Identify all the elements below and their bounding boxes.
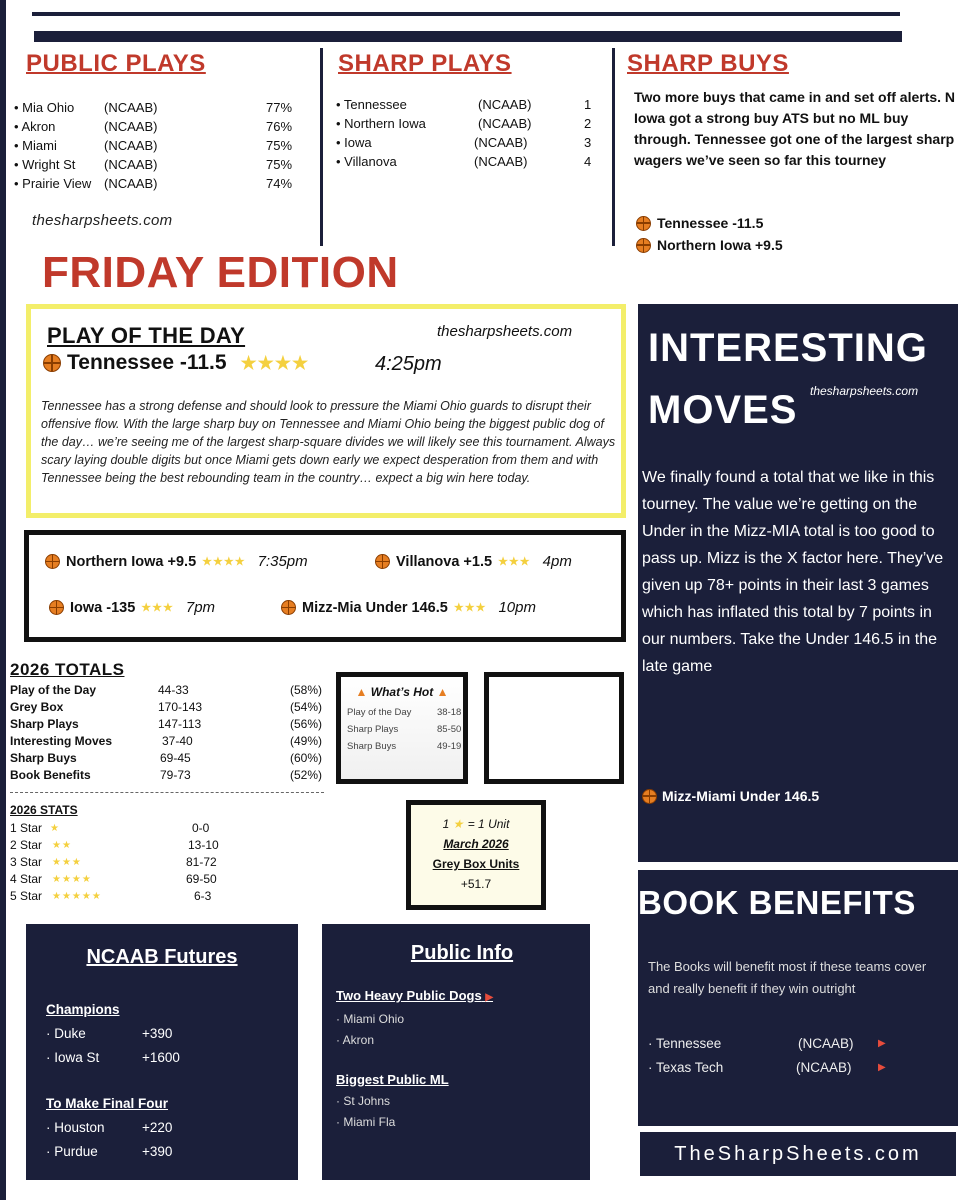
pick-item: Iowa -135 ★★★ 7pm — [49, 599, 215, 616]
sharp-buys-title: SHARP BUYS — [627, 50, 789, 77]
basketball-icon — [43, 354, 61, 372]
list-item: • Mia Ohio (NCAAB) 77% — [14, 100, 293, 115]
champions-list — [46, 1026, 266, 1074]
futures-title: NCAAB Futures — [86, 946, 238, 968]
basketball-icon — [642, 789, 657, 804]
column-divider — [612, 48, 615, 246]
basketball-icon — [49, 600, 64, 615]
grey-box-picks — [24, 530, 626, 642]
table-row: 4 Star ★★★★ 69-50 — [10, 872, 217, 886]
public-plays-list — [14, 98, 304, 193]
list-item: · Purdue +390 — [46, 1144, 173, 1159]
list-item: · Tennessee (NCAAB) ▶ — [648, 1036, 886, 1051]
potd-pick: Tennessee -11.5 ★★★★ — [43, 351, 309, 375]
whats-hot-title: ▲ What’s Hot ▲ — [355, 685, 449, 699]
table-row: 3 Star ★★★ 81-72 — [10, 855, 217, 869]
im-text: We finally found a total that we like in this tourney. The value we’re getting on the Under in the Mizz-MIA total is too good to pass up. Mizz is the X factor here. They’ve given up 78+ points in their last 3 games which has inflated this total by 7 points in our numbers. Take the Under 146.5 in the late game — [642, 469, 944, 675]
list-item: • Iowa (NCAAB) 3 — [336, 135, 592, 150]
table-row: 2 Star ★★ 13-10 — [10, 838, 219, 852]
basketball-icon — [375, 554, 390, 569]
site-watermark: thesharpsheets.com — [32, 212, 173, 229]
list-item: · Akron — [336, 1033, 375, 1047]
im-title-line1: INTERESTING — [648, 326, 928, 370]
potd-analysis: Tennessee has a strong defense and should look to pressure the Miami Ohio guards to disrupt their offensive flow. With the large sharp buy on Tennessee and Miami Ohio being the biggest public dog of the day… we’re seeing me of the largest sharp-square divides we will likely see this tournament. Always scary laying double digits but once Miami gets down early we expect desperation from them and with Tennessee being the best rebounding team in the country… expect a big win here today. — [41, 399, 616, 485]
stats-title: 2026 STATS — [10, 803, 78, 817]
list-item: • Akron (NCAAB) 76% — [14, 119, 293, 134]
table-row: Sharp Buys 69-45 (60%) — [10, 751, 323, 765]
dogs-label: Two Heavy Public Dogs ▶ — [336, 988, 494, 1003]
table-row: Play of the Day 38-18 — [347, 707, 462, 718]
table-row: Sharp Buys 49-19 — [347, 741, 462, 752]
totals-title: 2026 TOTALS — [10, 660, 125, 679]
champions-label: Champions — [46, 1002, 120, 1017]
sharp-buys-text: Two more buys that came in and set off alerts. N Iowa got a strong buy ATS but no ML buy through. Tennessee got one of the largest sharp wagers we’ve seen so far this tourney — [634, 89, 956, 168]
star-rating: ★★★ — [453, 602, 487, 614]
top-rule — [32, 12, 900, 16]
basketball-icon — [636, 238, 651, 253]
bb-list — [648, 1036, 948, 1084]
list-item: · Iowa St +1600 — [46, 1050, 180, 1065]
futures-panel — [26, 924, 298, 1180]
basketball-icon — [45, 554, 60, 569]
list-item: · Texas Tech (NCAAB) ▶ — [648, 1060, 886, 1075]
totals-table — [10, 682, 330, 784]
bb-title: BOOK BENEFITS — [638, 884, 916, 921]
potd-title: PLAY OF THE DAY — [47, 323, 246, 348]
sharp-plays-list — [336, 95, 596, 171]
whats-hot-box — [336, 672, 468, 784]
header-bar — [34, 31, 902, 42]
game-time: 4:25pm — [375, 353, 442, 375]
list-item: · St Johns — [336, 1094, 391, 1108]
dogs-list — [336, 1012, 556, 1054]
final-four-list — [46, 1120, 266, 1168]
ml-list — [336, 1094, 556, 1136]
flag-icon: ▶ — [485, 992, 494, 1003]
star-rating: ★★★★ — [240, 352, 310, 373]
pick-item: Northern Iowa +9.5 ★★★★ 7:35pm — [45, 553, 308, 570]
site-watermark: thesharpsheets.com — [437, 323, 573, 340]
table-row: 1 Star ★ 0-0 — [10, 821, 210, 835]
star-rating: ★★★ — [141, 602, 174, 614]
fire-icon: ▲ — [436, 685, 449, 699]
star-rating: ★★★ — [498, 556, 531, 568]
bb-text: The Books will benefit most if these teams cover and really benefit if they win outright — [648, 959, 927, 996]
stats-table — [10, 820, 330, 905]
ml-label: Biggest Public ML — [336, 1072, 449, 1087]
unit-legend: 1 ★ = 1 Unit — [442, 817, 510, 831]
list-item: • Miami (NCAAB) 75% — [14, 138, 293, 153]
empty-box — [484, 672, 624, 784]
table-row: Book Benefits 79-73 (52%) — [10, 768, 323, 782]
column-divider — [320, 48, 323, 246]
list-item: • Tennessee (NCAAB) 1 — [336, 97, 592, 112]
public-info-panel — [322, 924, 590, 1180]
interesting-moves-panel — [638, 304, 958, 862]
footer-site: TheSharpSheets.com — [640, 1132, 956, 1176]
units-month: March 2026 — [443, 837, 509, 851]
basketball-icon — [281, 600, 296, 615]
table-row: Sharp Plays 85-50 — [347, 724, 462, 735]
edition-title: FRIDAY EDITION — [42, 248, 399, 297]
public-plays-title: PUBLIC PLAYS — [26, 50, 206, 77]
list-item: · Miami Ohio — [336, 1012, 405, 1026]
basketball-icon — [636, 216, 651, 231]
final-four-label: To Make Final Four — [46, 1096, 169, 1111]
pick-item: Mizz-Mia Under 146.5 ★★★ 10pm — [281, 599, 536, 616]
list-item: · Houston +220 — [46, 1120, 173, 1135]
public-info-title: Public Info — [410, 942, 514, 964]
list-item: • Wright St (NCAAB) 75% — [14, 157, 293, 172]
play-of-the-day-box — [26, 304, 626, 518]
star-rating: ★★★★ — [202, 556, 246, 568]
site-watermark: thesharpsheets.com — [810, 384, 919, 398]
im-pick: Mizz-Miami Under 146.5 — [642, 788, 819, 804]
units-box — [406, 800, 546, 910]
list-item: • Villanova (NCAAB) 4 — [336, 154, 592, 169]
list-item: • Prairie View (NCAAB) 74% — [14, 176, 293, 191]
sharp-buys-picks: Tennessee -11.5 Northern Iowa +9.5 — [636, 212, 783, 256]
fire-icon: ▲ — [355, 685, 368, 699]
table-row: Grey Box 170-143 (54%) — [10, 700, 323, 714]
table-row: Play of the Day 44-33 (58%) — [10, 683, 323, 697]
list-item: • Northern Iowa (NCAAB) 2 — [336, 116, 592, 131]
list-item: · Miami Fla — [336, 1115, 396, 1129]
left-border — [0, 0, 6, 1200]
flag-icon: ▶ — [878, 1062, 886, 1073]
pick-item: Villanova +1.5 ★★★ 4pm — [375, 553, 572, 570]
list-item: · Duke +390 — [46, 1026, 173, 1041]
units-label: Grey Box Units — [432, 857, 520, 871]
table-row: 5 Star ★★★★★ 6-3 — [10, 889, 212, 903]
table-row: Interesting Moves 37-40 (49%) — [10, 734, 323, 748]
units-value: +51.7 — [460, 877, 492, 891]
divider — [10, 792, 324, 793]
im-title-line2: MOVES — [648, 388, 798, 432]
book-benefits-panel — [638, 870, 958, 1126]
table-row: Sharp Plays 147-113 (56%) — [10, 717, 323, 731]
sharp-plays-title: SHARP PLAYS — [338, 50, 512, 77]
flag-icon: ▶ — [878, 1038, 886, 1049]
